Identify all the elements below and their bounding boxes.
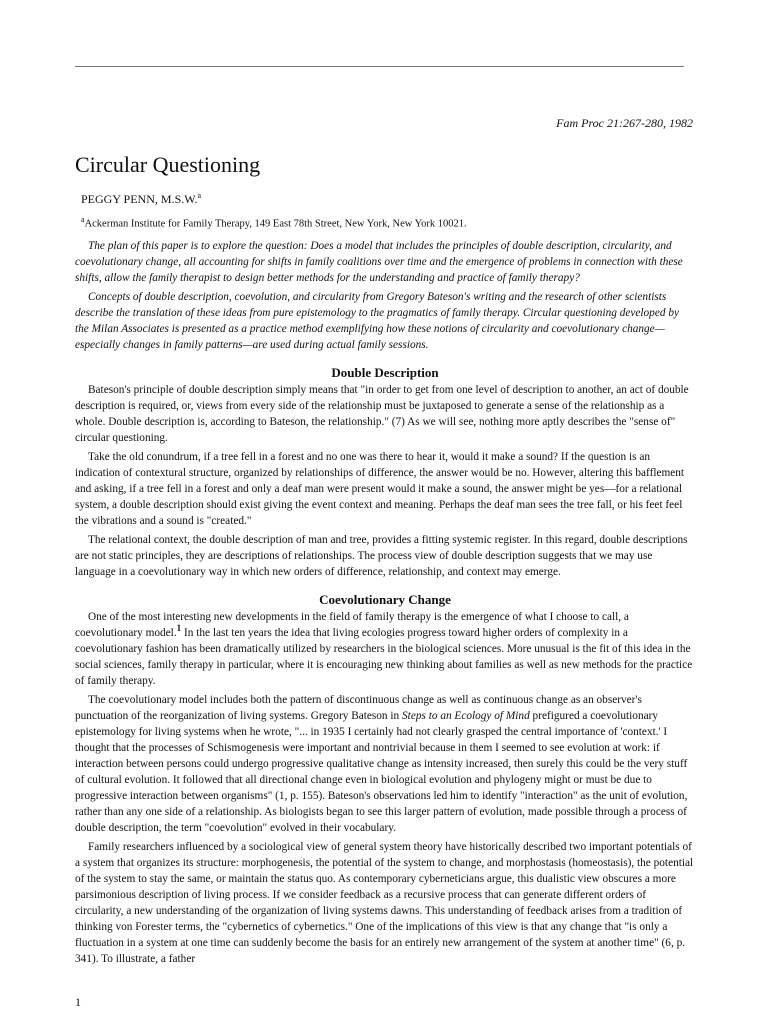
author-line xyxy=(81,188,695,207)
paragraph-text: prefigured a coevolutionary epistemology for living systems when he wrote, "... in 1935 I certainly had not clearly grasped the central importance of 'context.' I thought that the processes of Schismogenesis were important and nontrivial because in them I seemed to see evolution at work: if interaction between persons could undergo progressive qualitative change as intensity increased, then surely this could be the very stuff of cultural evolution. It followed that all directional change even in biological evolution and phylogeny might or must be due to progressive interaction between organisms" (1, p. 155). Bateson's observations led him to identify "interaction" as the unit of evolution, rather than any one side of a relationship. As biologists began to see this larger pattern of evolution, made possible through a process of double description, the term "coevolution" evolved in their vocabulary. xyxy=(75,709,688,834)
footnote-marker[interactable]: 1 xyxy=(176,622,182,633)
affiliation-line xyxy=(81,213,695,232)
book-title: Steps to an Ecology of Mind xyxy=(402,709,530,722)
abstract-paragraph: The plan of this paper is to explore the question: Does a model that includes the principles of double description, circularity, and coevolutionary change, all accounting for shifts in family coalitions over time and the emergence of problems in connection with these shifts, allow the family therapist to design better methods for the understanding and practice of family therapy? xyxy=(75,239,683,284)
page-number: 1 xyxy=(75,995,81,1009)
section-heading: Double Description xyxy=(331,364,439,380)
paragraph-text: The coevolutionary model includes both the pattern of discontinuous change as well as continuous change as an observer's punctuation of the reorganization of living systems. Gregory Bateson in xyxy=(75,693,642,722)
abstract-paragraph: Concepts of double description, coevolution, and circularity from Gregory Bateson's writing and the research of other scientists describe the translation of these ideas from pure epistemology to the pragmatics of family therapy. Circular questioning developed by the Milan Associates is presented as a practice method exemplifying how these notions of circularity and coevolutionary change—especially changes in family patterns—are used during actual family sessions. xyxy=(75,290,679,351)
article-title: Circular Questioning xyxy=(75,152,261,177)
body-paragraph: Family researchers influenced by a sociological view of general system theory have historically described two important potentials of a system that organizes its structure: morphogenesis, the potential of the system to change, and morphostasis (homeostasis), the potential of the system to stay the same, or maintain the status quo. As contemporary cyberneticians argue, this dualistic view obscures a more parsimonious description of living process. If we consider feedback as a recursive process that can generate different orders of circularity, a new understanding of the organization of living systems dawns. This understanding of feedback arises from a tradition of thinking von Forester terms, the "cybernetics of cybernetics." One of the implications of this view is that any change that "is only a fluctuation in a system at one time can suddenly become the basis for an entirely new arrangement of the system at another time" (6, p. 341). To illustrate, a father xyxy=(75,840,694,965)
section-coevolutionary-change xyxy=(75,591,695,967)
article-content xyxy=(75,150,695,970)
body-paragraph: Bateson's principle of double description simply means that "in order to get from one level of description to another, an act of double description is required, or, views from every side of the relationship must be juxtaposed to generate a sense of the relationship as a whole. Double description is, according to Bateson, the relationship." (7) As we will see, nothing more aptly describes the "sense of" circular questioning. xyxy=(75,383,689,444)
top-rule xyxy=(75,66,684,67)
affiliation-text: Ackerman Institute for Family Therapy, 149 East 78th Street, New York, New York 10021. xyxy=(84,218,467,230)
paragraph-text: In the last ten years the idea that living ecologies progress toward higher orders of complexity in a coevolutionary fashion has been dramatically utilized by researchers in the biological sciences. More unusual is the fit of this idea in the social sciences, family therapy in particular, where it is encouraging new thinking about families as well as new methods for the practice of family therapy. xyxy=(75,626,693,687)
paragraph-text: One of the most interesting new developments in the field of family therapy is the emergence of what I choose to call, a coevolutionary model. xyxy=(75,610,629,639)
body-paragraph: The relational context, the double description of man and tree, provides a fitting systemic register. In this regard, double descriptions are not static principles, they are descriptions of relationships. The process view of double description suggests that we may use language in a coevolutionary way in which new orders of difference, relationship, and context may emerge. xyxy=(75,533,688,578)
section-heading: Coevolutionary Change xyxy=(319,591,451,607)
body-paragraph xyxy=(75,692,695,836)
author-name: PEGGY PENN, M.S.W. xyxy=(81,192,198,206)
affiliation-marker: a xyxy=(81,215,85,224)
section-double-description xyxy=(75,364,695,580)
body-paragraph: Take the old conundrum, if a tree fell in a forest and no one was there to hear it, would it make a sound? If the question is an indication of contextural structure, organized by relationships of difference, the answer would be no. However, altering this bafflement and asking, if a tree fell in a forest and only a deaf man were present would it make a sound, the answer might be yes—for a relational system, a double description should exist giving the event context and meaning. Perhaps the deaf man sees the tree fall, or his feet feel the vibrations and a sound is "created." xyxy=(75,450,685,527)
author-affiliation-marker: a xyxy=(197,191,202,200)
body-paragraph xyxy=(75,609,695,689)
abstract xyxy=(75,238,695,353)
journal-citation: Fam Proc 21:267-280, 1982 xyxy=(556,116,693,130)
